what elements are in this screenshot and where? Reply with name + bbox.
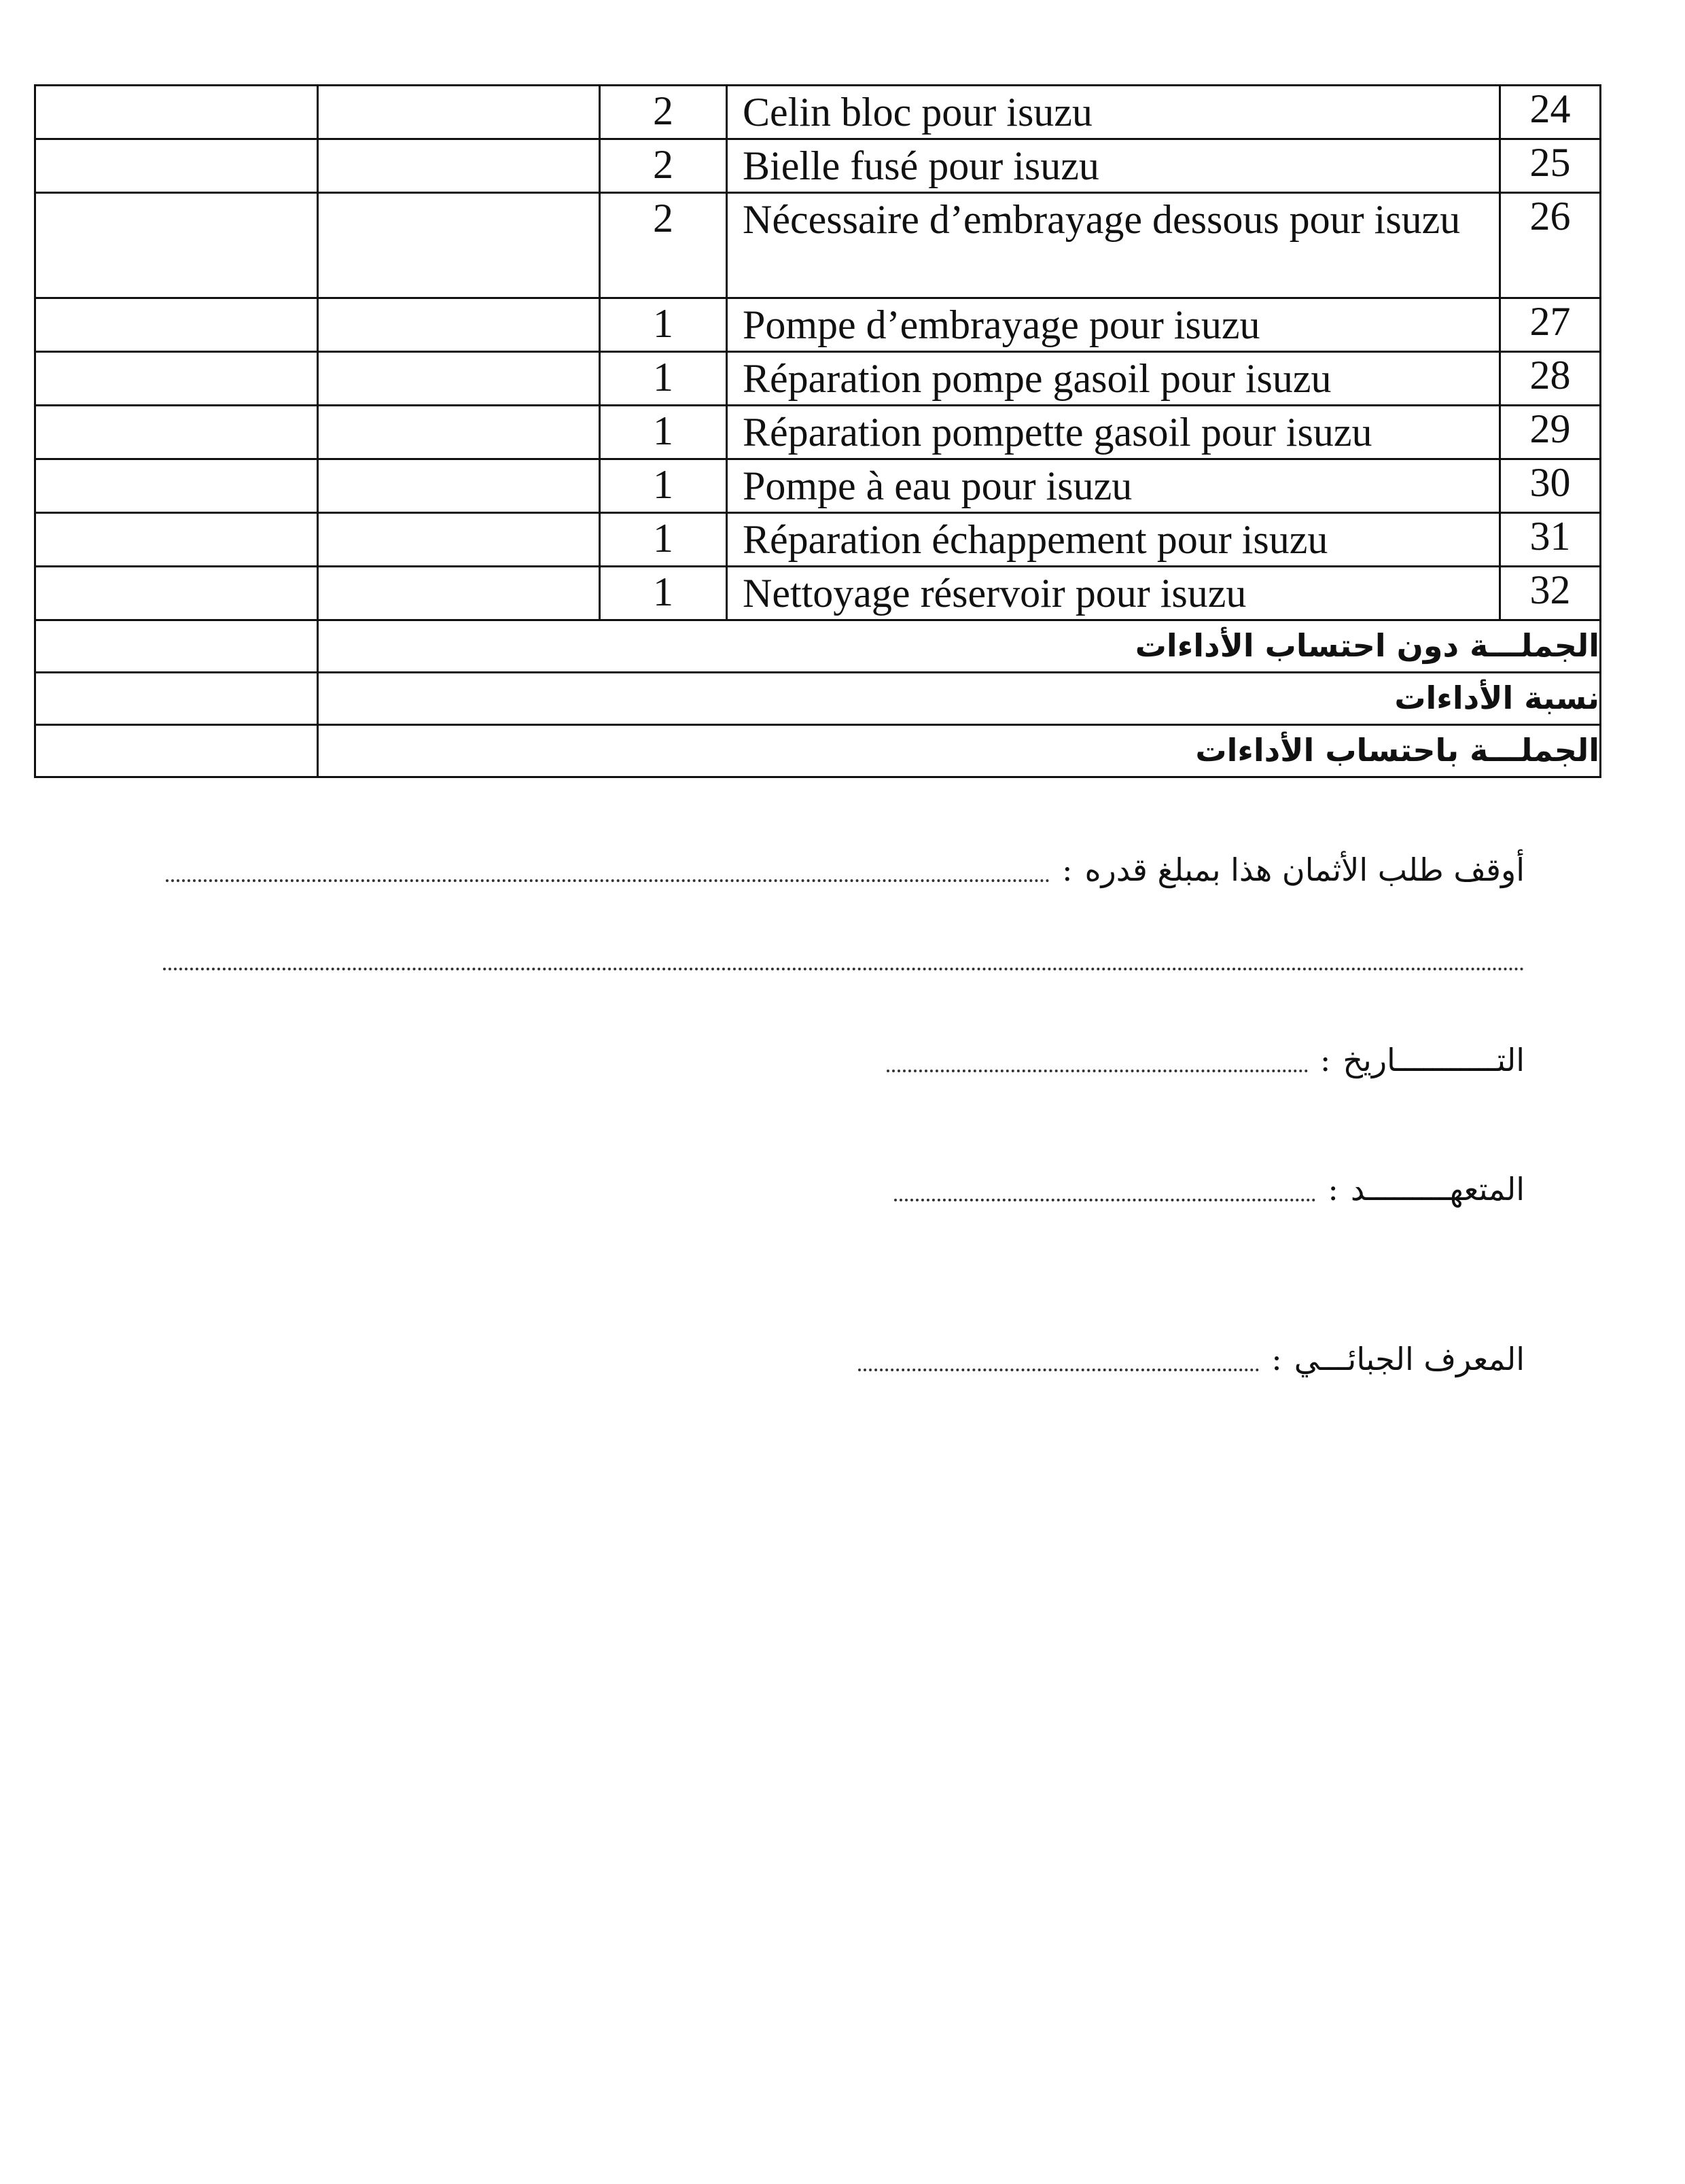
amount-field-continued[interactable] xyxy=(163,968,1525,970)
quantity-cell: 2 xyxy=(600,86,727,139)
tax-rate-value-cell xyxy=(35,673,318,725)
bidder-line xyxy=(845,1169,1525,1210)
unit-price-cell xyxy=(35,406,318,459)
table-row xyxy=(35,513,1601,567)
tax-id-colon: : xyxy=(1271,1341,1282,1377)
designation-cell: Nécessaire d’embrayage dessous pour isuzu xyxy=(727,193,1500,298)
bidder-field[interactable] xyxy=(894,1199,1315,1201)
tax-rate-row xyxy=(35,673,1601,725)
table-row xyxy=(35,139,1601,193)
item-number-cell: 25 xyxy=(1500,139,1601,193)
unit-price-cell xyxy=(35,513,318,567)
line-total-cell xyxy=(318,352,600,406)
item-number-cell: 28 xyxy=(1500,352,1601,406)
line-total-cell xyxy=(318,406,600,459)
quantity-cell: 2 xyxy=(600,139,727,193)
line-total-cell xyxy=(318,513,600,567)
items-table xyxy=(34,84,1601,778)
tax-id-field[interactable] xyxy=(858,1369,1259,1371)
tax-id-line xyxy=(845,1339,1525,1379)
table-row xyxy=(35,567,1601,620)
unit-price-cell xyxy=(35,298,318,352)
quantity-cell: 1 xyxy=(600,352,727,406)
line-total-cell xyxy=(318,567,600,620)
item-number-cell: 26 xyxy=(1500,193,1601,298)
quantity-cell: 1 xyxy=(600,513,727,567)
tax-id-label: المعرف الجبائـــي xyxy=(1294,1341,1525,1377)
item-number-cell: 29 xyxy=(1500,406,1601,459)
quantity-cell: 1 xyxy=(600,567,727,620)
designation-cell: Réparation échappement pour isuzu xyxy=(727,513,1500,567)
designation-cell: Bielle fusé pour isuzu xyxy=(727,139,1500,193)
designation-cell: Nettoyage réservoir pour isuzu xyxy=(727,567,1500,620)
total-ttc-value-cell xyxy=(35,725,318,777)
bidder-label: المتعهـــــــــد xyxy=(1350,1171,1525,1208)
bidder-colon: : xyxy=(1328,1171,1338,1208)
item-number-cell: 27 xyxy=(1500,298,1601,352)
quantity-cell: 2 xyxy=(600,193,727,298)
unit-price-cell xyxy=(35,139,318,193)
tax-rate-label: نسبة الأداءات xyxy=(318,673,1601,725)
date-label: التـــــــــــاريخ xyxy=(1343,1042,1525,1078)
designation-cell: Celin bloc pour isuzu xyxy=(727,86,1500,139)
total-ht-value-cell xyxy=(35,620,318,673)
table-row xyxy=(35,86,1601,139)
date-colon: : xyxy=(1319,1042,1331,1078)
unit-price-cell xyxy=(35,352,318,406)
amount-field[interactable] xyxy=(166,879,1050,882)
line-total-cell xyxy=(318,193,600,298)
designation-cell: Pompe d’embrayage pour isuzu xyxy=(727,298,1500,352)
total-ht-row xyxy=(35,620,1601,673)
date-field[interactable] xyxy=(887,1070,1308,1072)
total-ttc-label: الجملـــة باحتساب الأداءات xyxy=(318,725,1601,777)
designation-cell: Réparation pompette gasoil pour isuzu xyxy=(727,406,1500,459)
designation-cell: Pompe à eau pour isuzu xyxy=(727,459,1500,513)
designation-cell: Réparation pompe gasoil pour isuzu xyxy=(727,352,1500,406)
amount-line xyxy=(166,849,1525,890)
item-number-cell: 24 xyxy=(1500,86,1601,139)
date-line xyxy=(845,1040,1525,1080)
total-ttc-row xyxy=(35,725,1601,777)
line-total-cell xyxy=(318,459,600,513)
amount-label: أوقف طلب الأثمان هذا بمبلغ قدره xyxy=(1084,851,1525,888)
quantity-cell: 1 xyxy=(600,298,727,352)
item-number-cell: 30 xyxy=(1500,459,1601,513)
line-total-cell xyxy=(318,139,600,193)
line-total-cell xyxy=(318,298,600,352)
item-number-cell: 31 xyxy=(1500,513,1601,567)
amount-colon: : xyxy=(1061,851,1073,888)
items-table-body xyxy=(35,86,1601,777)
total-ht-label: الجملـــة دون احتساب الأداءات xyxy=(318,620,1601,673)
table-row xyxy=(35,352,1601,406)
table-row xyxy=(35,459,1601,513)
quantity-cell: 1 xyxy=(600,406,727,459)
item-number-cell: 32 xyxy=(1500,567,1601,620)
quantity-cell: 1 xyxy=(600,459,727,513)
unit-price-cell xyxy=(35,193,318,298)
unit-price-cell xyxy=(35,459,318,513)
unit-price-cell xyxy=(35,567,318,620)
table-row xyxy=(35,193,1601,298)
unit-price-cell xyxy=(35,86,318,139)
table-row xyxy=(35,406,1601,459)
line-total-cell xyxy=(318,86,600,139)
table-row xyxy=(35,298,1601,352)
